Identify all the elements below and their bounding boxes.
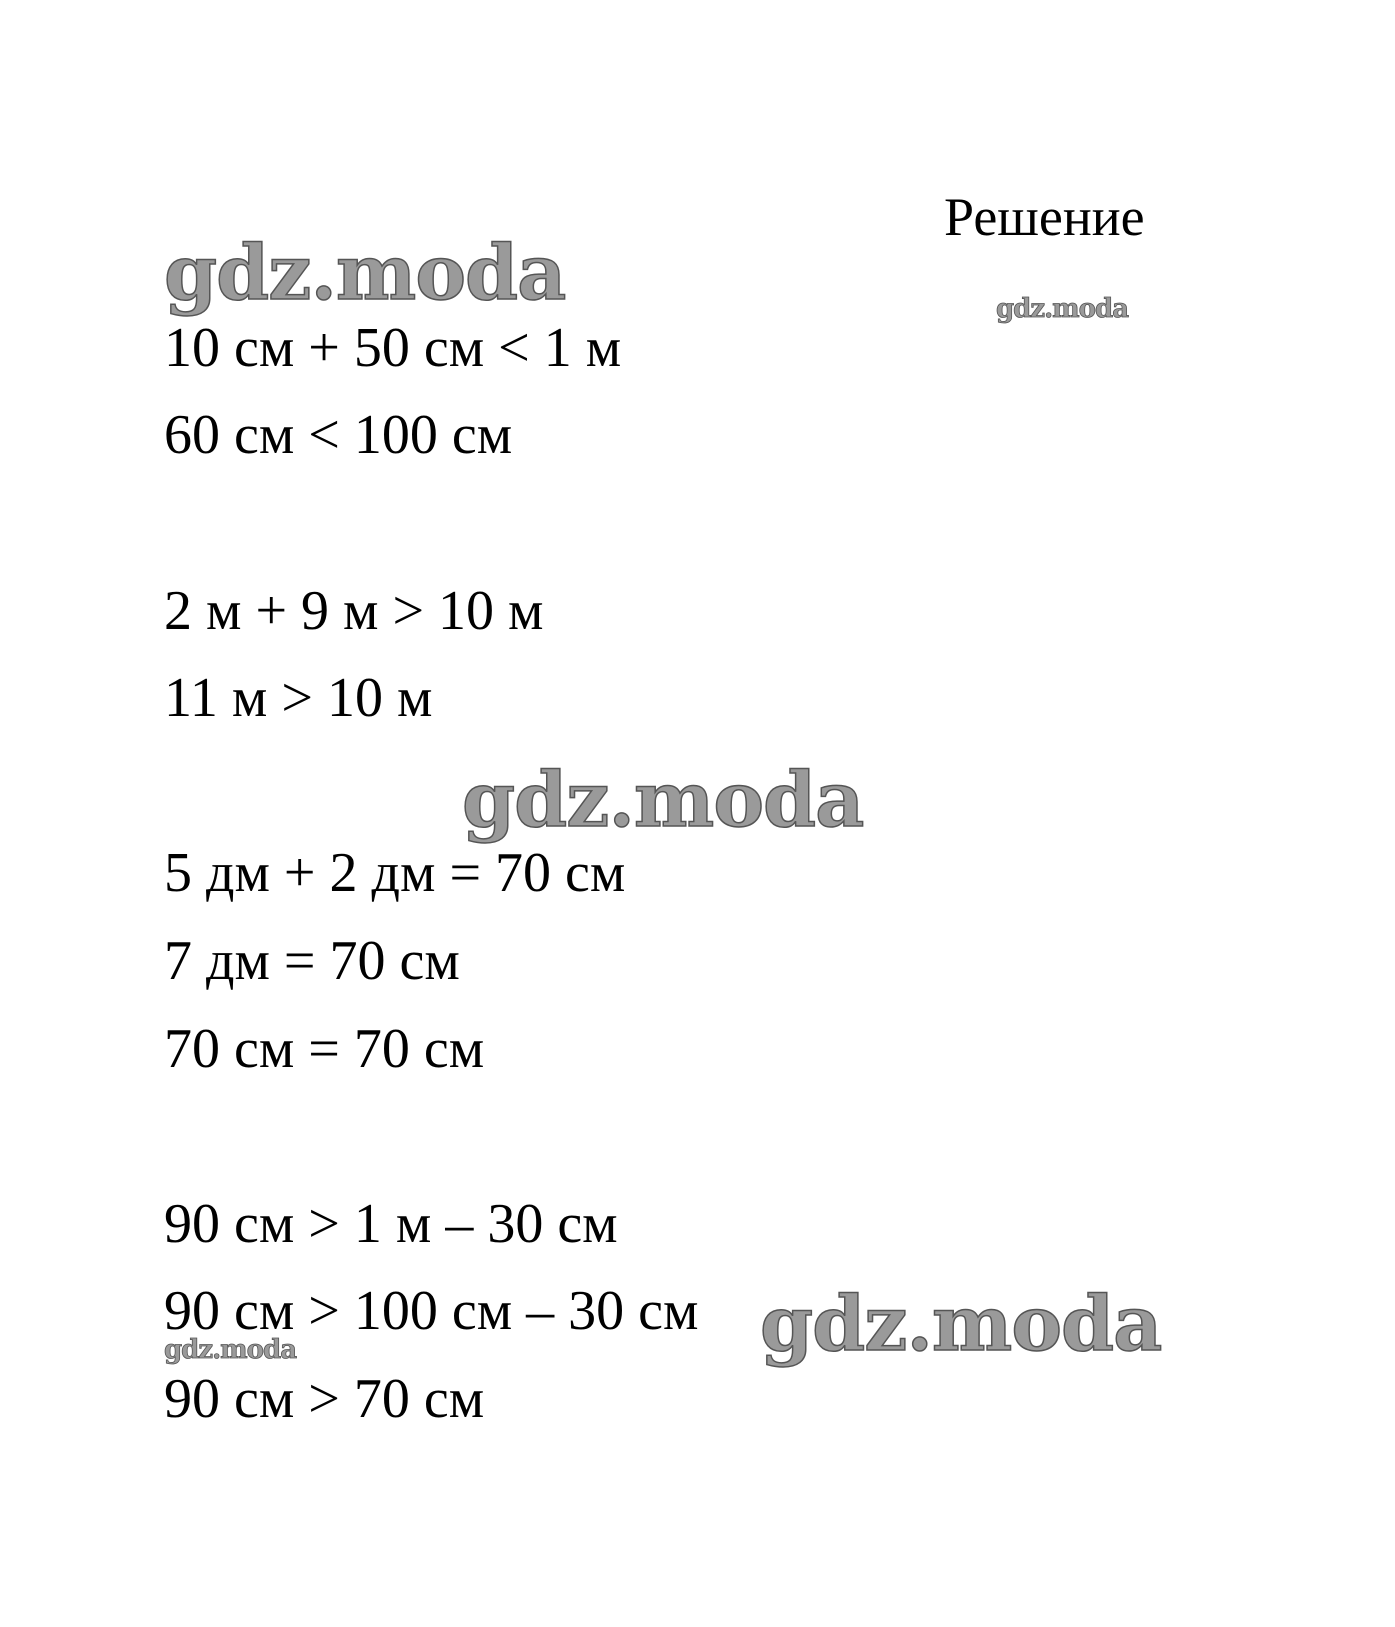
equation-line: 90 см > 100 см – 30 см [164, 1280, 699, 1342]
equation-line: 70 см = 70 см [164, 1018, 485, 1080]
equation-line: 2 м + 9 м > 10 м [164, 580, 544, 642]
watermark-logo: gdz.moda [462, 755, 864, 844]
watermark-logo: gdz.moda [164, 228, 566, 317]
equation-line: 11 м > 10 м [164, 667, 433, 729]
watermark-logo: gdz.moda [164, 1335, 297, 1365]
watermark-logo: gdz.moda [760, 1279, 1162, 1368]
equation-line: 60 см < 100 см [164, 404, 513, 466]
equation-line: 90 см > 70 см [164, 1368, 485, 1430]
equation-line: 10 см + 50 см < 1 м [164, 317, 622, 379]
watermark-logo: gdz.moda [996, 294, 1129, 324]
equation-line: 5 дм + 2 дм = 70 см [164, 842, 626, 904]
equation-line: 90 см > 1 м – 30 см [164, 1193, 618, 1255]
solution-title: Решение [944, 187, 1145, 247]
equation-line: 7 дм = 70 см [164, 930, 460, 992]
